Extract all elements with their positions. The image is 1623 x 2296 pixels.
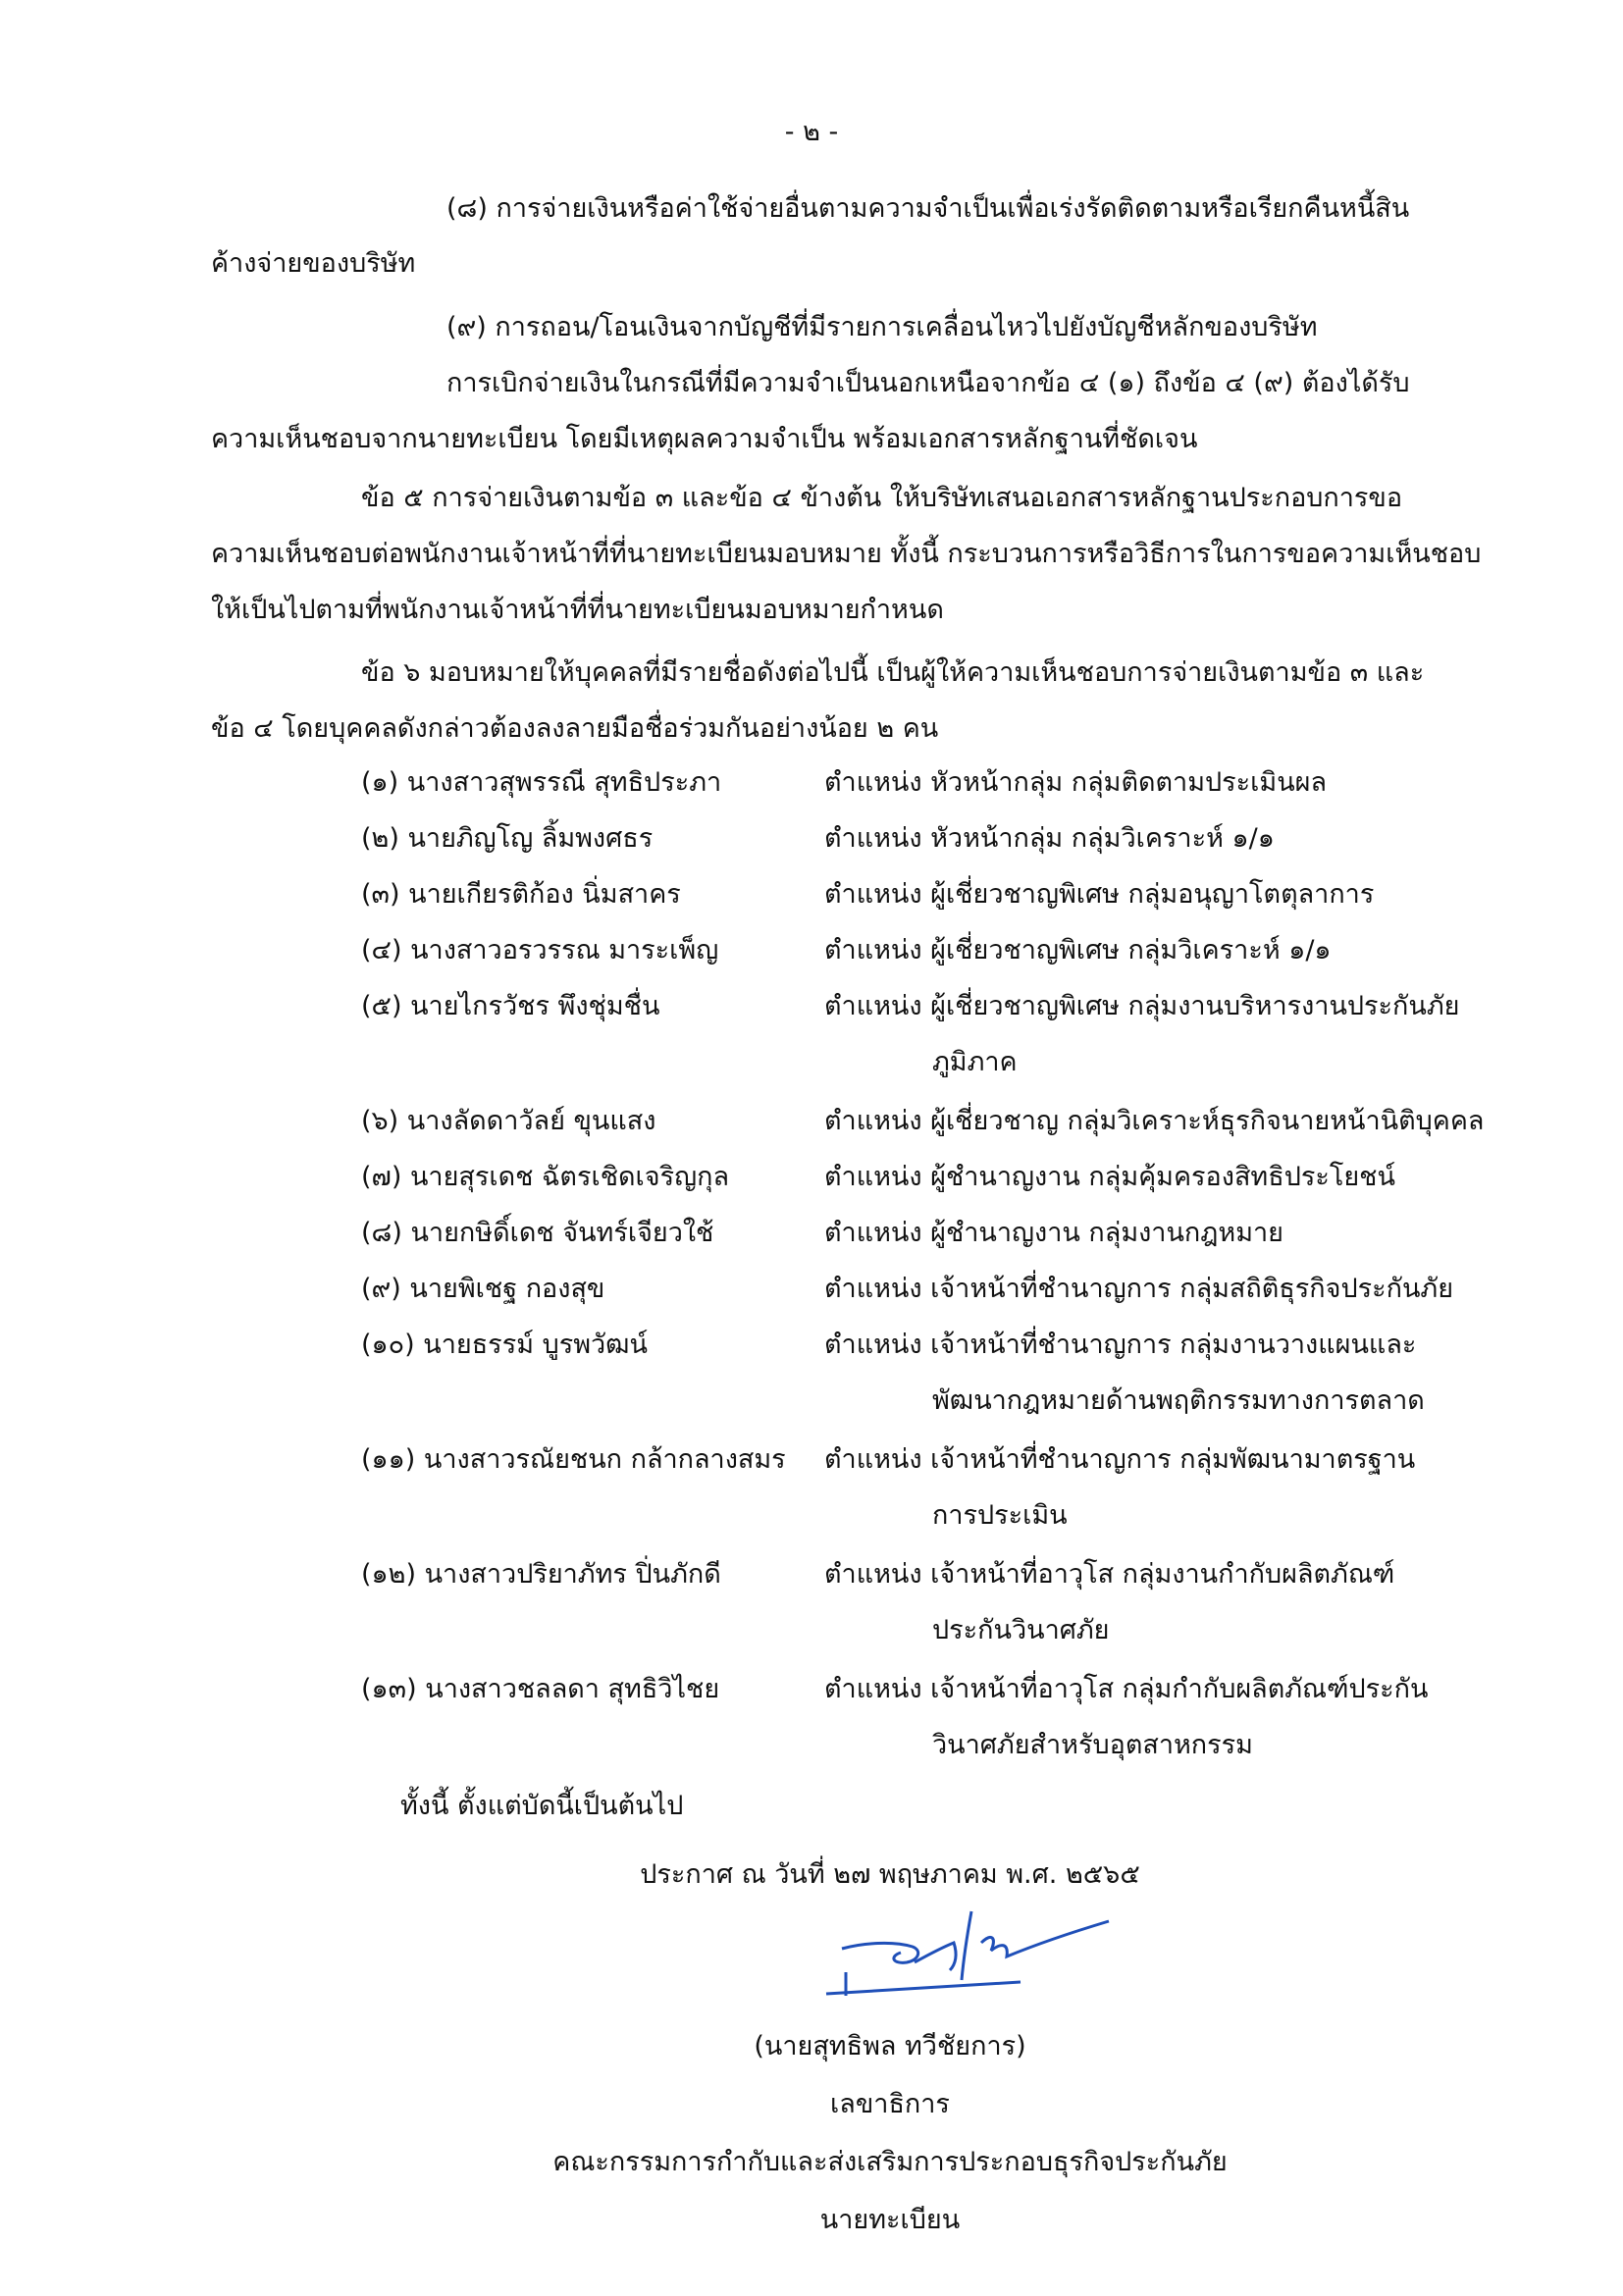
announcement-date: ประกาศ ณ วันที่ ๒๗ พฤษภาคม พ.ศ. ๒๕๖๕ xyxy=(640,1859,1140,1890)
signer-title: เลขาธิการ xyxy=(830,2089,950,2119)
member-name: (๗) นายสุรเดช ฉัตรเชิดเจริญกุล xyxy=(361,1162,730,1192)
member-name: (๙) นายพิเชฐ กองสุข xyxy=(361,1274,605,1304)
member-position-cont: วินาศภัยสำหรับอุตสาหกรรม xyxy=(932,1730,1253,1760)
member-position-cont: การประเมิน xyxy=(932,1500,1068,1531)
clause5-line1: ข้อ ๕ การจ่ายเงินตามข้อ ๓ และข้อ ๔ ข้างต้น ให้บริษัทเสนอเอกสารหลักฐานประกอบการขอ xyxy=(361,483,1403,513)
signature-stroke xyxy=(826,1982,1021,1994)
member-name: (๑๐) นายธรรม์ บูรพวัฒน์ xyxy=(361,1330,649,1360)
member-position-cont: ภูมิภาค xyxy=(932,1047,1018,1077)
member-name: (๑๑) นางสาวรณัยชนก กล้ากลางสมร xyxy=(361,1444,786,1475)
clause5-line3: ให้เป็นไปตามที่พนักงานเจ้าหน้าที่ที่นายทะเบียนมอบหมายกำหนด xyxy=(211,595,944,625)
member-position: ตำแหน่ง ผู้ชำนาญงาน กลุ่มงานกฎหมาย xyxy=(824,1218,1283,1248)
member-position: ตำแหน่ง เจ้าหน้าที่อาวุโส กลุ่มกำกับผลิตภัณฑ์ประกัน xyxy=(824,1674,1429,1704)
member-name: (๑๓) นางสาวชลลดา สุทธิวิไชย xyxy=(361,1674,720,1704)
clause6-line2: ข้อ ๔ โดยบุคคลดังกล่าวต้องลงลายมือชื่อร่วมกันอย่างน้อย ๒ คน xyxy=(211,713,939,744)
member-position-cont: พัฒนากฎหมายด้านพฤติกรรมทางการตลาด xyxy=(932,1385,1425,1416)
member-position: ตำแหน่ง หัวหน้ากลุ่ม กลุ่มติดตามประเมินผล xyxy=(824,767,1328,798)
exception-para-line1: การเบิกจ่ายเงินในกรณีที่มีความจำเป็นนอกเหนือจากข้อ ๔ (๑) ถึงข้อ ๔ (๙) ต้องได้รับ xyxy=(446,368,1410,398)
member-position: ตำแหน่ง หัวหน้ากลุ่ม กลุ่มวิเคราะห์ ๑/๑ xyxy=(824,823,1275,854)
signer-name: (นายสุทธิพล ทวีชัยการ) xyxy=(754,2031,1026,2061)
member-position: ตำแหน่ง ผู้เชี่ยวชาญพิเศษ กลุ่มวิเคราะห์ ๑/๑ xyxy=(824,935,1332,965)
member-name: (๖) นางลัดดาวัลย์ ขุนแสง xyxy=(361,1106,656,1136)
member-position: ตำแหน่ง ผู้เชี่ยวชาญพิเศษ กลุ่มอนุญาโตตุลาการ xyxy=(824,879,1375,910)
effective-statement: ทั้งนี้ ตั้งแต่บัดนี้เป็นต้นไป xyxy=(400,1791,684,1821)
member-name: (๘) นายกษิดิ์เดช จันทร์เจียวใช้ xyxy=(361,1218,714,1248)
signer-role: นายทะเบียน xyxy=(819,2205,961,2235)
signer-organization: คณะกรรมการกำกับและส่งเสริมการประกอบธุรกิจประกันภัย xyxy=(552,2147,1228,2177)
signature-stroke xyxy=(842,1943,918,1962)
member-name: (๑๒) นางสาวปริยาภัทร ปิ่นภักดี xyxy=(361,1559,721,1590)
member-position: ตำแหน่ง ผู้ชำนาญงาน กลุ่มคุ้มครองสิทธิประโยชน์ xyxy=(824,1162,1395,1192)
member-position-cont: ประกันวินาศภัย xyxy=(932,1615,1110,1645)
member-position: ตำแหน่ง เจ้าหน้าที่ชำนาญการ กลุ่มพัฒนามาตรฐาน xyxy=(824,1444,1416,1475)
clause-item-9-line1: (๙) การถอน/โอนเงินจากบัญชีที่มีรายการเคลื่อนไหวไปยังบัญชีหลักของบริษัท xyxy=(446,312,1318,342)
clause-item-8-line1: (๘) การจ่ายเงินหรือค่าใช้จ่ายอื่นตามความจำเป็นเพื่อเร่งรัดติดตามหรือเรียกคืนหนี้สิน xyxy=(446,193,1410,224)
clause6-line1: ข้อ ๖ มอบหมายให้บุคคลที่มีรายชื่อดังต่อไปนี้ เป็นผู้ให้ความเห็นชอบการจ่ายเงินตามข้อ ๓ และ xyxy=(361,657,1425,688)
member-name: (๒) นายภิญโญ ลิ้มพงศธร xyxy=(361,823,654,854)
member-position: ตำแหน่ง ผู้เชี่ยวชาญ กลุ่มวิเคราะห์ธุรกิจนายหน้านิติบุคคล xyxy=(824,1106,1485,1136)
page-number: - ๒ - xyxy=(784,117,839,147)
signature-stroke xyxy=(962,1911,971,1980)
exception-para-line2: ความเห็นชอบจากนายทะเบียน โดยมีเหตุผลความจำเป็น พร้อมเอกสารหลักฐานที่ชัดเจน xyxy=(211,424,1198,454)
signature-image xyxy=(824,1904,1119,2011)
member-name: (๔) นางสาวอรวรรณ มาระเพ็ญ xyxy=(361,935,719,965)
clause-item-8-line2: ค้างจ่ายของบริษัท xyxy=(211,248,416,279)
member-name: (๓) นายเกียรติก้อง นิ่มสาคร xyxy=(361,879,681,910)
signature-stroke xyxy=(981,1921,1109,1957)
member-name: (๕) นายไกรวัชร พึงชุ่มชื่น xyxy=(361,991,660,1021)
member-position: ตำแหน่ง ผู้เชี่ยวชาญพิเศษ กลุ่มงานบริหารงานประกันภัย xyxy=(824,991,1460,1021)
member-position: ตำแหน่ง เจ้าหน้าที่อาวุโส กลุ่มงานกำกับผลิตภัณฑ์ xyxy=(824,1559,1395,1590)
member-name: (๑) นางสาวสุพรรณี สุทธิประภา xyxy=(361,767,722,798)
signature-stroke xyxy=(915,1943,956,1970)
member-position: ตำแหน่ง เจ้าหน้าที่ชำนาญการ กลุ่มสถิติธุรกิจประกันภัย xyxy=(824,1274,1454,1304)
member-position: ตำแหน่ง เจ้าหน้าที่ชำนาญการ กลุ่มงานวางแผนและ xyxy=(824,1330,1417,1360)
clause5-line2: ความเห็นชอบต่อพนักงานเจ้าหน้าที่ที่นายทะเบียนมอบหมาย ทั้งนี้ กระบวนการหรือวิธีการในการขอความเห็นชอบ xyxy=(211,539,1482,569)
